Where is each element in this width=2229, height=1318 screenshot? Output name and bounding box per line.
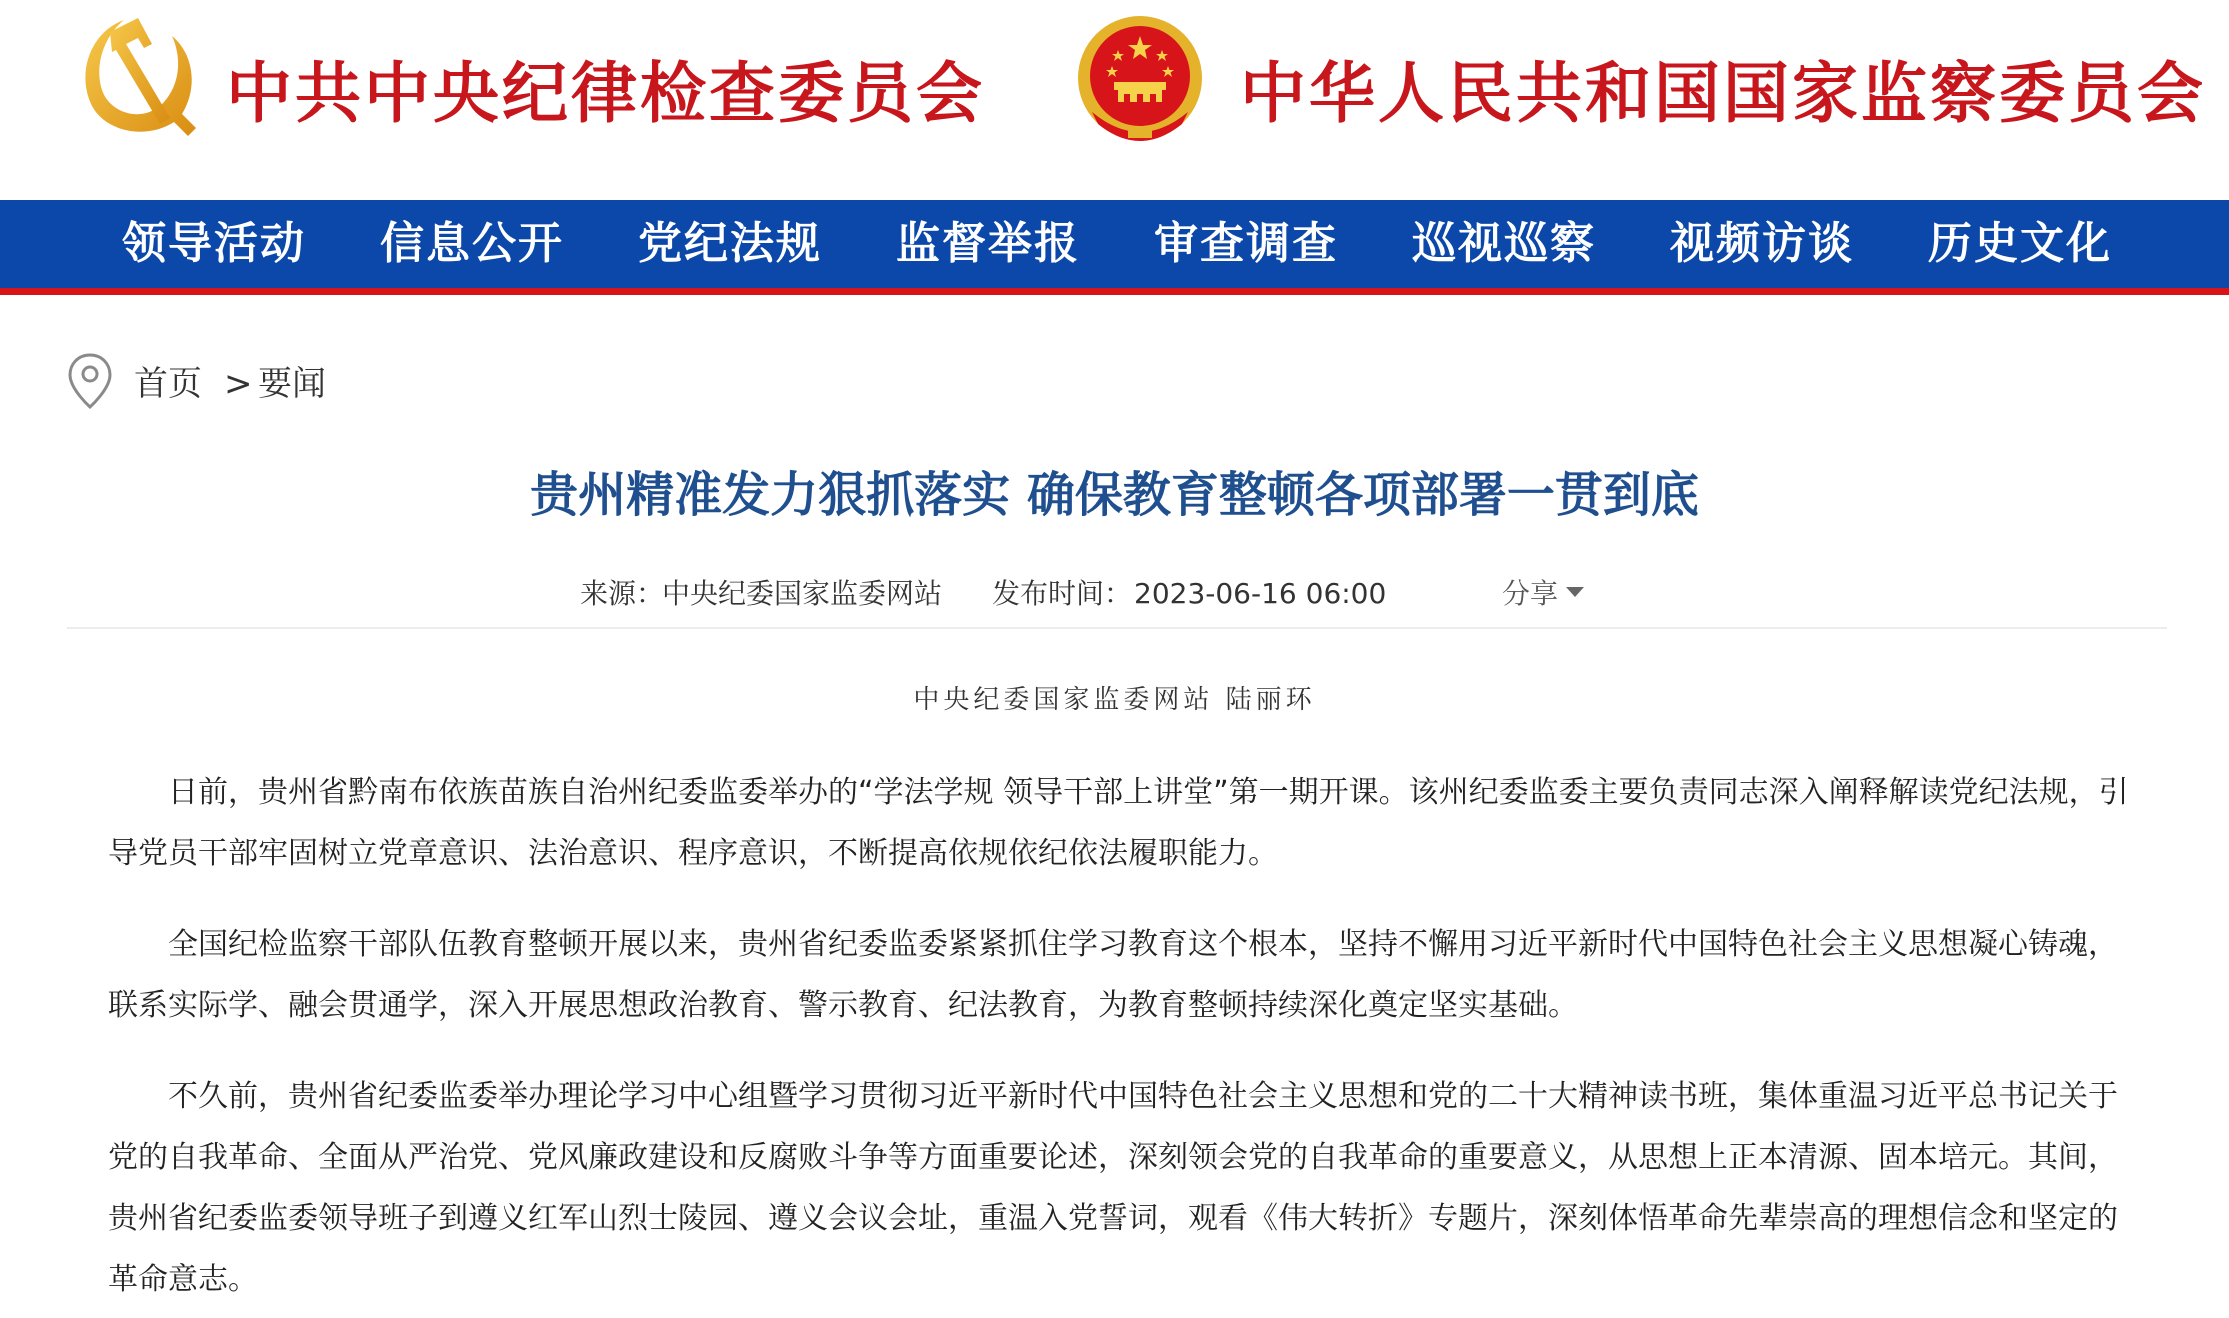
- publish-time-label: 发布时间：: [992, 577, 1133, 610]
- article-paragraph: 全国纪检监察干部队伍教育整顿开展以来，贵州省纪委监委紧紧抓住学习教育这个根本，坚持不懈用习近平新时代中国特色社会主义思想凝心铸魂，联系实际学、融会贯通学，深入开展思想政治教育、警示教育、纪法教育，为教育整顿持续深化奠定坚实基础。: [108, 927, 2118, 1023]
- source-label: 来源：: [580, 577, 665, 610]
- nav-item-information[interactable]: 信息公开: [380, 218, 564, 269]
- nav-item-inspection[interactable]: 巡视巡察: [1412, 218, 1596, 269]
- party-emblem-icon[interactable]: [72, 14, 197, 144]
- chevron-down-icon: [1566, 587, 1584, 597]
- national-emblem-icon[interactable]: [1072, 12, 1208, 152]
- main-nav: [0, 200, 2229, 295]
- nav-item-leadership[interactable]: 领导活动: [122, 218, 306, 269]
- article-paragraph: 不久前，贵州省纪委监委举办理论学习中心组暨学习贯彻习近平新时代中国特色社会主义思想和党的二十大精神读书班，集体重温习近平总书记关于党的自我革命、全面从严治党、党风廉政建设和反腐败斗争等方面重要论述，深刻领会党的自我革命的重要意义，从思想上正本清源、固本培元。其间，贵州省纪委监委领导班子到遵义红军山烈士陵园、遵义会议会址，重温入党誓词，观看《伟大转折》专题片，深刻体悟革命先辈崇高的理想信念和坚定的革命意志。: [108, 1079, 2118, 1297]
- nav-item-video[interactable]: 视频访谈: [1670, 218, 1854, 269]
- article-paragraph: 日前，贵州省黔南布依族苗族自治州纪委监委举办的“学法学规 领导干部上讲堂”第一期开课。该州纪委监委主要负责同志深入阐释解读党纪法规，引导党员干部牢固树立党章意识、法治意识、程序意识，不断提高依规依纪依法履职能力。: [108, 775, 2129, 871]
- breadcrumb-separator: >: [224, 364, 253, 404]
- header-divider: [67, 627, 2167, 629]
- nav-item-regulations[interactable]: 党纪法规: [638, 218, 822, 269]
- location-pin-icon: [66, 352, 114, 412]
- article-byline: 中央纪委国家监委网站 陆丽环: [913, 685, 1316, 715]
- article-title: 贵州精准发力狠抓落实 确保教育整顿各项部署一贯到底: [530, 467, 1699, 523]
- breadcrumb-home[interactable]: 首页: [134, 364, 202, 404]
- share-button[interactable]: [1502, 572, 1584, 616]
- site-header: [0, 0, 2229, 200]
- source-value: 中央纪委国家监委网站: [662, 577, 943, 610]
- nsc-name[interactable]: 中华人民共和国国家监察委员会: [1240, 54, 2206, 132]
- nav-item-investigation[interactable]: 审查调查: [1154, 218, 1338, 269]
- breadcrumb-current[interactable]: 要闻: [258, 364, 326, 404]
- cpc-ccdi-name[interactable]: 中共中央纪律检查委员会: [226, 54, 985, 132]
- publish-time-value: 2023-06-16 06:00: [1134, 577, 1387, 610]
- nav-item-history[interactable]: 历史文化: [1928, 218, 2112, 269]
- share-label: 分享: [1502, 577, 1559, 610]
- nav-item-report[interactable]: 监督举报: [896, 218, 1080, 269]
